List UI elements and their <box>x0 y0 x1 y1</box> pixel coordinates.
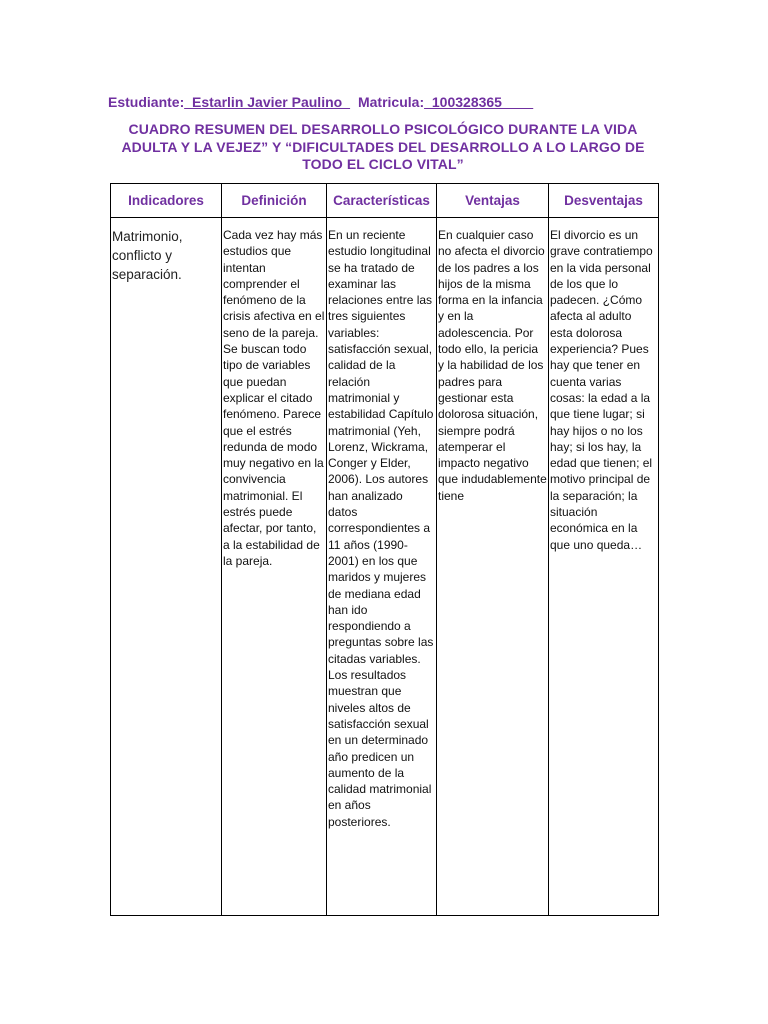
column-header-desventajas: Desventajas <box>549 184 659 218</box>
summary-table <box>110 183 659 916</box>
matricula-number: _100328365____ <box>424 94 534 110</box>
title-line-1: CUADRO RESUMEN DEL DESARROLLO PSICOLÓGICO DURANTE LA VIDA <box>128 121 638 137</box>
cell-definicion: Cada vez hay más estudios que intentan comprender el fenómeno de la crisis afectiva en el seno de la pareja. Se buscan todo tipo de variables que puedan explicar el citado fenómeno. Parece que el estrés redunda de modo muy negativo en la convivencia matrimonial. El estrés puede afectar, por tanto, a la estabilidad de la pareja. <box>222 218 327 916</box>
table-row <box>111 218 659 916</box>
title-line-2: ADULTA Y LA VEJEZ” Y “DIFICULTADES DEL DESARROLLO A LO LARGO DE <box>121 138 645 155</box>
cell-caracteristicas: En un reciente estudio longitudinal se ha tratado de examinar las relaciones entre las tres siguientes variables: satisfacción sexual, calidad de la relación matrimonial y estabilidad Capítulo matrimonial (Yeh, Lorenz, Wickrama, Conger y Elder, 2006). Los autores han analizado datos correspondientes a 11 años (1990-2001) en los que maridos y mujeres de mediana edad han ido respondiendo a preguntas sobre las citadas variables. Los resultados muestran que niveles altos de satisfacción sexual en un determinado año predicen un aumento de la calidad matrimonial en años posteriores. <box>327 218 437 916</box>
cell-indicador: Matrimonio, conflicto y separación. <box>111 218 222 916</box>
title-line-3: TODO EL CICLO VITAL” <box>302 156 464 172</box>
cell-ventajas: En cualquier caso no afecta el divorcio de los padres a los hijos de la misma forma en la infancia y en la adolescencia. Por todo ello, la pericia y la habilidad de los padres para gestionar esta dolorosa situación, siempre podrá atemperar el impacto negativo que indudablemente tiene <box>437 218 549 916</box>
student-label: Estudiante: <box>108 94 185 110</box>
column-header-indicadores: Indicadores <box>111 184 222 218</box>
student-name: _Estarlin Javier Paulino_ <box>184 94 350 110</box>
student-info-line <box>108 94 533 110</box>
matricula-label: Matricula: <box>357 94 425 110</box>
column-header-ventajas: Ventajas <box>437 184 549 218</box>
column-header-definicion: Definición <box>222 184 327 218</box>
column-header-caracteristicas: Características <box>327 184 437 218</box>
document-title <box>110 121 656 174</box>
table-header-row <box>111 184 659 218</box>
cell-desventajas: El divorcio es un grave contratiempo en la vida personal de los que lo padecen. ¿Cómo afecta al adulto esta dolorosa experiencia? Pues hay que tener en cuenta varias cosas: la edad a la que tiene lugar; si hay hijos o no los hay; si los hay, la edad que tienen; el motivo principal de la separación; la situación económica en la que uno queda… <box>549 218 659 916</box>
